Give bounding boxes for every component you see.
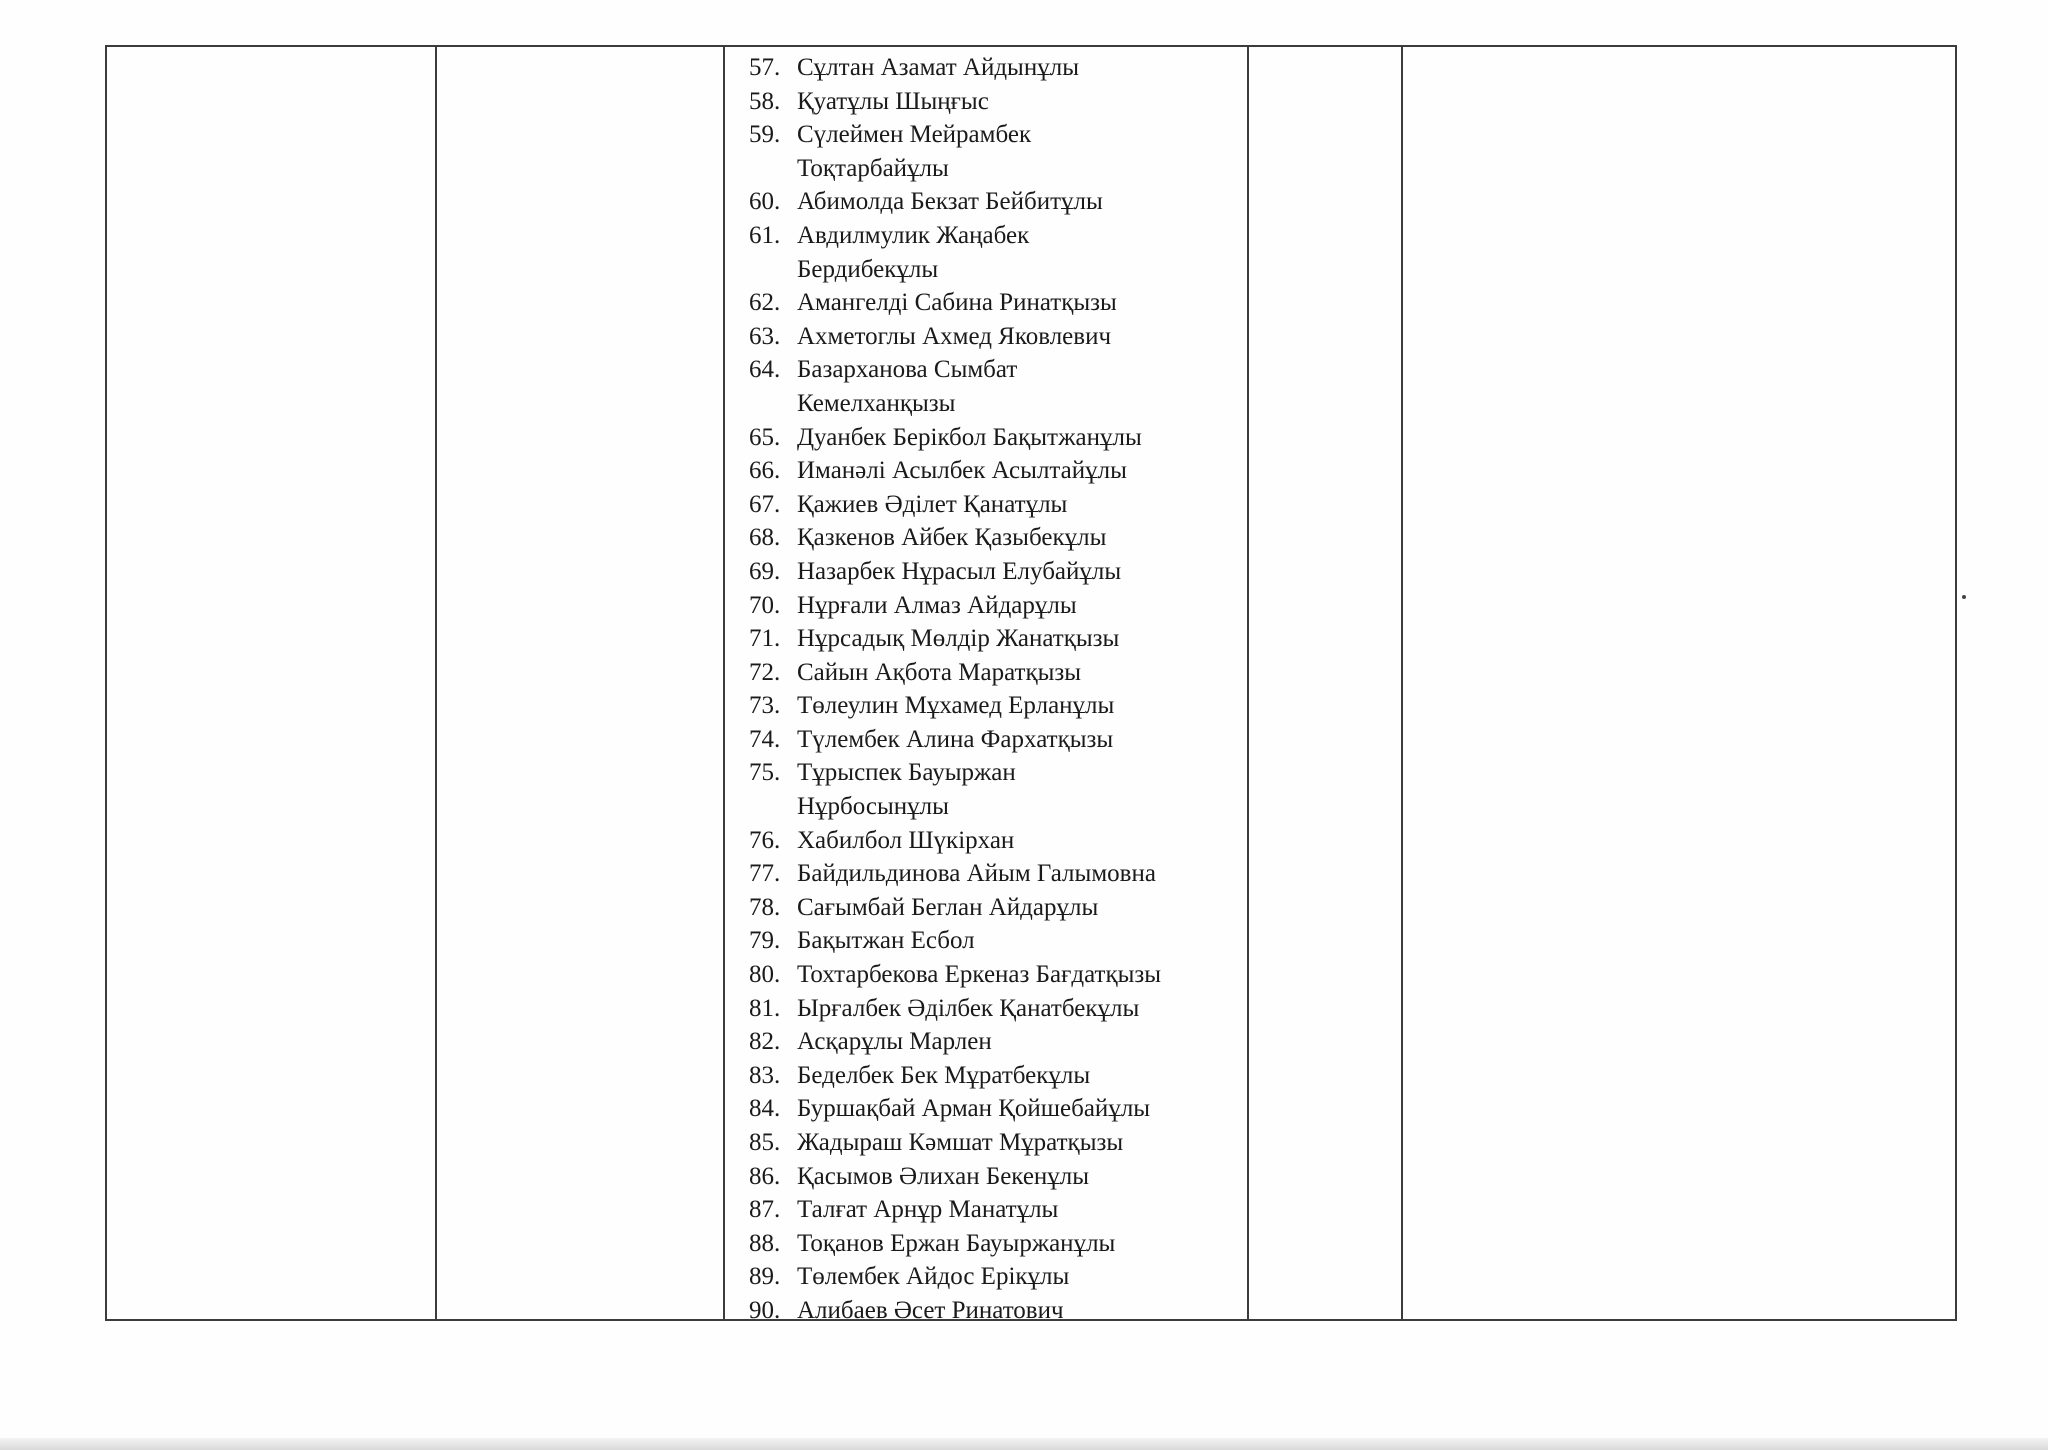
- list-item: [749, 555, 1237, 589]
- list-item: [749, 1160, 1237, 1194]
- list-item-number: 63.: [749, 322, 781, 350]
- list-item-name: Ырғалбек Әділбек Қанатбекұлы: [797, 994, 1140, 1022]
- list-item-number: 72.: [749, 658, 781, 686]
- list-item-number: 80.: [749, 961, 781, 989]
- list-item: [749, 521, 1237, 555]
- list-item-number: 60.: [749, 188, 781, 216]
- list-item: [749, 824, 1237, 858]
- list-item-number: 88.: [749, 1229, 781, 1257]
- list-item-number: 85.: [749, 1129, 781, 1156]
- list-item-number: 86.: [749, 1162, 781, 1190]
- list-item: [749, 1126, 1237, 1160]
- list-item-name: Назарбек Нұрасыл Елубайұлы: [797, 557, 1122, 585]
- table-cell-column-1: [107, 47, 435, 1319]
- list-item: [749, 353, 1237, 420]
- list-item: [749, 421, 1237, 455]
- list-item-name: Қасымов Әлихан Бекенұлы: [797, 1162, 1090, 1190]
- list-item-name: Нұрсадық Мөлдір Жанатқызы: [797, 625, 1120, 653]
- list-item: [749, 992, 1237, 1026]
- list-item-name: Түлембек Алина Фархатқызы: [797, 725, 1114, 753]
- list-item: [749, 454, 1237, 488]
- list-item-number: 82.: [749, 1028, 781, 1056]
- list-item: [749, 1193, 1237, 1227]
- list-item: [749, 185, 1237, 219]
- list-item: [749, 589, 1237, 623]
- list-item-number: 89.: [749, 1263, 781, 1291]
- list-item: [749, 1025, 1237, 1059]
- list-item-name: Талғат Арнұр Манатұлы: [797, 1196, 1059, 1224]
- list-item-number: 64.: [749, 356, 781, 384]
- list-item-number: 87.: [749, 1196, 781, 1224]
- list-item-name: Қуатұлы Шыңғыс: [797, 87, 989, 115]
- list-item: [749, 656, 1237, 690]
- list-item-name: Қазкенов Айбек Қазыбекұлы: [797, 524, 1107, 552]
- list-item-name: Абимолда Бекзат Бейбитұлы: [797, 188, 1103, 216]
- list-item-number: 66.: [749, 457, 781, 485]
- list-item-number: 57.: [749, 54, 781, 81]
- list-item: [749, 622, 1237, 656]
- list-item-number: 90.: [749, 1296, 781, 1324]
- list-item-name: Сағымбай Беглан Айдарұлы: [797, 893, 1099, 921]
- list-item-name: Сүлеймен Мейрамбек Тоқтарбайұлы: [797, 121, 1032, 182]
- list-item-number: 74.: [749, 725, 781, 753]
- list-item: [749, 320, 1237, 354]
- participant-list: [749, 51, 1237, 1328]
- list-item-name: Ахметоглы Ахмед Яковлевич: [797, 322, 1112, 350]
- list-item-name: Жадыраш Кәмшат Мұратқызы: [797, 1129, 1124, 1156]
- table-cell-column-2: [437, 47, 723, 1319]
- list-item-number: 84.: [749, 1095, 781, 1123]
- table-cell-column-4: [1249, 47, 1401, 1319]
- list-item-number: 73.: [749, 692, 781, 720]
- list-item-name: Тохтарбекова Еркеназ Бағдатқызы: [797, 961, 1162, 989]
- list-item-number: 69.: [749, 557, 781, 585]
- list-item-name: Иманәлі Асылбек Асылтайұлы: [797, 457, 1127, 485]
- list-item-number: 79.: [749, 927, 781, 955]
- list-item-name: Базарханова Сымбат Кемелханқызы: [797, 356, 1018, 417]
- list-item: [749, 51, 1237, 85]
- list-item: [749, 689, 1237, 723]
- list-item: [749, 1092, 1237, 1126]
- list-item-name: Асқарұлы Марлен: [797, 1028, 992, 1056]
- list-item-name: Алибаев Әсет Ринатович: [797, 1296, 1064, 1324]
- list-item: [749, 1227, 1237, 1261]
- list-item-number: 81.: [749, 994, 781, 1022]
- list-item: [749, 1294, 1237, 1328]
- scan-bottom-edge: [0, 1438, 2048, 1450]
- list-item-name: Төлеулин Мұхамед Ерланұлы: [797, 692, 1115, 720]
- list-item-number: 78.: [749, 893, 781, 921]
- list-item-number: 70.: [749, 591, 781, 619]
- list-item: [749, 857, 1237, 891]
- list-item-number: 62.: [749, 289, 781, 317]
- list-item-number: 65.: [749, 423, 781, 451]
- list-item-name: Нұрғали Алмаз Айдарұлы: [797, 591, 1077, 619]
- list-item-number: 71.: [749, 625, 781, 653]
- list-item: [749, 723, 1237, 757]
- list-item-name: Сайын Ақбота Маратқызы: [797, 658, 1082, 686]
- list-item: [749, 924, 1237, 958]
- table-cell-column-5: [1403, 47, 1955, 1319]
- list-item: [749, 1059, 1237, 1093]
- list-item: [749, 1260, 1237, 1294]
- list-item: [749, 118, 1237, 185]
- list-item-number: 59.: [749, 121, 781, 149]
- scan-speck: [1962, 595, 1966, 599]
- list-item-name: Қажиев Әділет Қанатұлы: [797, 490, 1068, 518]
- list-item: [749, 488, 1237, 522]
- list-item-name: Амангелді Сабина Ринатқызы: [797, 289, 1117, 317]
- list-item-number: 77.: [749, 860, 781, 888]
- list-item-name: Тоқанов Ержан Бауыржанұлы: [797, 1229, 1116, 1257]
- table-cell-names: [725, 47, 1247, 1324]
- list-item: [749, 286, 1237, 320]
- list-item: [749, 756, 1237, 823]
- list-item: [749, 219, 1237, 286]
- list-item-name: Хабилбол Шүкірхан: [797, 826, 1015, 854]
- list-item-name: Тұрыспек Бауыржан Нұрбосынұлы: [797, 759, 1016, 821]
- list-item: [749, 85, 1237, 119]
- list-item-name: Бақытжан Есбол: [797, 927, 975, 955]
- list-item-name: Дуанбек Берікбол Бақытжанұлы: [797, 423, 1142, 451]
- list-item-number: 75.: [749, 759, 781, 787]
- document-table: [105, 45, 1957, 1324]
- list-item-number: 76.: [749, 826, 781, 854]
- list-item-number: 83.: [749, 1061, 781, 1089]
- list-item: [749, 891, 1237, 925]
- list-item-name: Авдилмулик Жаңабек Бердибекұлы: [797, 221, 1030, 283]
- list-item-number: 68.: [749, 524, 781, 552]
- list-item-number: 61.: [749, 221, 781, 249]
- list-item: [749, 958, 1237, 992]
- list-item-name: Беделбек Бек Мұратбекұлы: [797, 1061, 1091, 1089]
- list-item-number: 58.: [749, 87, 781, 115]
- list-item-number: 67.: [749, 490, 781, 518]
- list-item-name: Төлембек Айдос Ерікұлы: [797, 1263, 1070, 1291]
- list-item-name: Байдильдинова Айым Галымовна: [797, 860, 1156, 888]
- list-item-name: Буршақбай Арман Қойшебайұлы: [797, 1095, 1151, 1123]
- list-item-name: Сұлтан Азамат Айдынұлы: [797, 54, 1080, 81]
